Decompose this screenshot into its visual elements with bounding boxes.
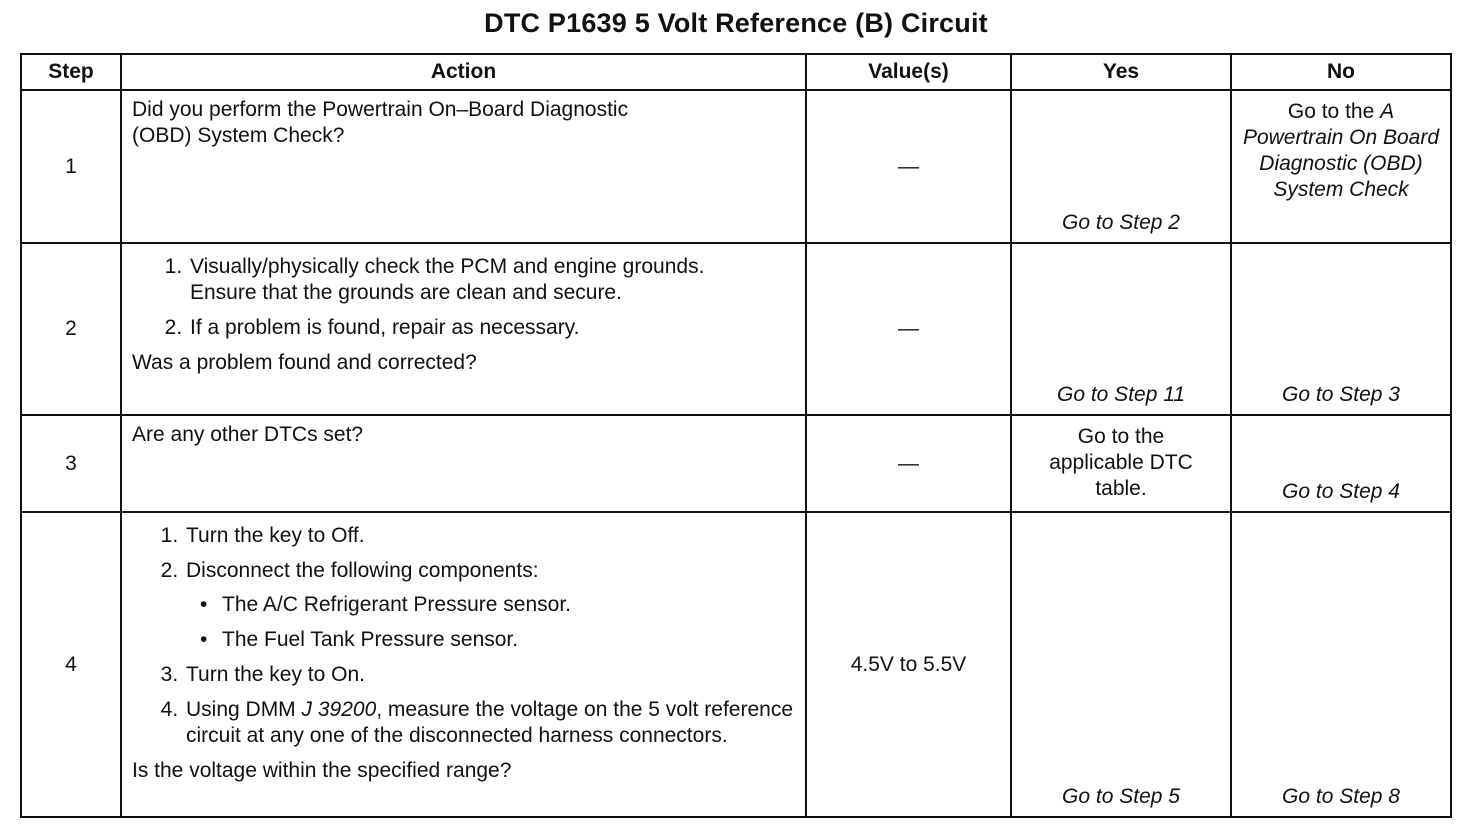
step-number: 2 — [21, 243, 121, 415]
diagnostic-table — [20, 53, 1452, 818]
no-cell: Go to Step 3 — [1231, 243, 1451, 415]
table-row — [21, 512, 1451, 817]
step-number: 1 — [21, 90, 121, 243]
yes-cell: Go to Step 5 — [1011, 512, 1231, 817]
step4-suffix: , measure the voltage on the 5 volt reference circuit at any one of the disconnected harness connectors. — [186, 698, 794, 747]
header-no: No — [1231, 54, 1451, 90]
action-step: 2. If a problem is found, repair as necessary. — [188, 315, 758, 341]
action-step-text: Disconnect the following components: — [186, 559, 539, 582]
yes-text: Go to the applicable DTC table. — [1049, 425, 1193, 500]
no-cell: Go to Step 8 — [1231, 512, 1451, 817]
action-steps — [132, 254, 758, 341]
component-item: • The A/C Refrigerant Pressure sensor. — [220, 592, 794, 618]
no-cell — [1231, 90, 1451, 243]
table-row — [21, 415, 1451, 512]
action-question: Is the voltage within the specified range? — [132, 759, 512, 782]
component-list — [186, 592, 794, 653]
value-cell: — — [806, 243, 1011, 415]
action-question: Was a problem found and corrected? — [132, 351, 477, 374]
action-cell — [121, 90, 806, 243]
action-step: 1. Turn the key to Off. — [184, 523, 794, 549]
action-step — [184, 558, 794, 653]
value-cell: 4.5V to 5.5V — [806, 512, 1011, 817]
yes-cell: Go to Step 2 — [1011, 90, 1231, 243]
no-cell: Go to Step 4 — [1231, 415, 1451, 512]
no-reference: A Powertrain On Board Diagnostic (OBD) System Check — [1242, 100, 1440, 201]
table-row — [21, 243, 1451, 415]
action-cell — [121, 512, 806, 817]
action-steps — [132, 523, 794, 749]
yes-cell: Go to Step 11 — [1011, 243, 1231, 415]
table-header-row — [21, 54, 1451, 90]
component-item: • The Fuel Tank Pressure sensor. — [220, 627, 794, 653]
action-step: 1. Visually/physically check the PCM and engine grounds. Ensure that the grounds are clean and secure. — [188, 254, 758, 306]
step4-prefix: Using DMM — [186, 698, 296, 721]
header-action: Action — [121, 54, 806, 90]
action-step: 3. Turn the key to On. — [184, 662, 794, 688]
step-number: 3 — [21, 415, 121, 512]
page-title: DTC P1639 5 Volt Reference (B) Circuit — [484, 8, 988, 38]
table-row — [21, 90, 1451, 243]
action-step — [184, 697, 794, 749]
action-cell — [121, 415, 806, 512]
no-prefix: Go to the — [1287, 100, 1375, 123]
header-yes: Yes — [1011, 54, 1231, 90]
action-cell — [121, 243, 806, 415]
action-question: Did you perform the Powertrain On–Board Diagnostic (OBD) System Check? — [132, 98, 629, 147]
action-question: Are any other DTCs set? — [132, 423, 364, 446]
step-number: 4 — [21, 512, 121, 817]
value-cell: — — [806, 90, 1011, 243]
yes-cell — [1011, 415, 1231, 512]
header-step: Step — [21, 54, 121, 90]
tool-reference: J 39200 — [301, 698, 377, 721]
value-cell: — — [806, 415, 1011, 512]
header-values: Value(s) — [806, 54, 1011, 90]
